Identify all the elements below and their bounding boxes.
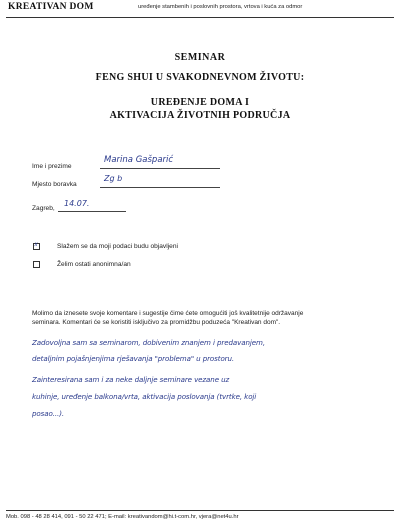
date-label: Zagreb,: [32, 205, 55, 212]
consent-label: Slažem se da moji podaci budu objavljeni: [57, 243, 178, 250]
name-value[interactable]: Marina Gašparić: [104, 155, 174, 165]
comment-line-3: Zainteresirana sam i za neke daljnje seminare vezane uz: [32, 375, 230, 384]
letterhead: [0, 0, 400, 22]
seminar-title: FENG SHUI U SVAKODNEVNOM ŽIVOTU:: [95, 72, 305, 83]
seminar-heading: SEMINAR: [174, 52, 226, 63]
anonymous-label: Želim ostati anonimna/an: [57, 261, 131, 268]
brand-tagline: uređenje stambenih i poslovnih prostora, vrtova i kuća za odmor: [138, 4, 303, 10]
comment-line-2: detaljnim pojašnjenjima rješavanja "problema" u prostoru.: [32, 354, 235, 363]
header-divider: [6, 17, 394, 18]
name-field-line: [100, 168, 220, 169]
brand-name: KREATIVAN DOM: [8, 2, 94, 12]
comment-line-4: kuhinje, uređenje balkona/vrta, aktivacija poslovanja (tvrtke, koji: [32, 392, 257, 401]
place-label: Mjesto boravka: [32, 181, 77, 188]
date-field-line: [58, 211, 126, 212]
instructions-line-2: seminara. Komentari će se koristiti isključivo za promidžbu poduzeća "Kreativan dom".: [32, 319, 281, 326]
place-field-line: [100, 187, 220, 188]
name-label: Ime i prezime: [32, 163, 72, 170]
consent-check-mark: x: [34, 242, 38, 248]
footer-divider: [6, 510, 394, 511]
seminar-subtitle-1: UREĐENJE DOMA I: [150, 97, 250, 108]
anonymous-checkbox[interactable]: [33, 261, 40, 268]
comment-line-5: posao...).: [32, 409, 65, 418]
date-value[interactable]: 14.07.: [64, 199, 90, 208]
comment-line-1: Zadovoljna sam sa seminarom, dobivenim znanjem i predavanjem,: [32, 338, 265, 347]
consent-checkbox[interactable]: [33, 243, 40, 250]
seminar-subtitle-2: AKTIVACIJA ŽIVOTNIH PODRUČJA: [109, 110, 291, 121]
place-value[interactable]: Zg b: [104, 174, 123, 183]
footer-contacts: Mob. 098 - 48 28 414, 091 - 50 22 471; E-mail: kreativandom@hi.t-com.hr, vjera@net4u.hr: [6, 514, 239, 520]
instructions-line-1: Molimo da iznesete svoje komentare i sugestije čime ćete omogućiti još kvalitetnije održavanje: [32, 310, 304, 317]
